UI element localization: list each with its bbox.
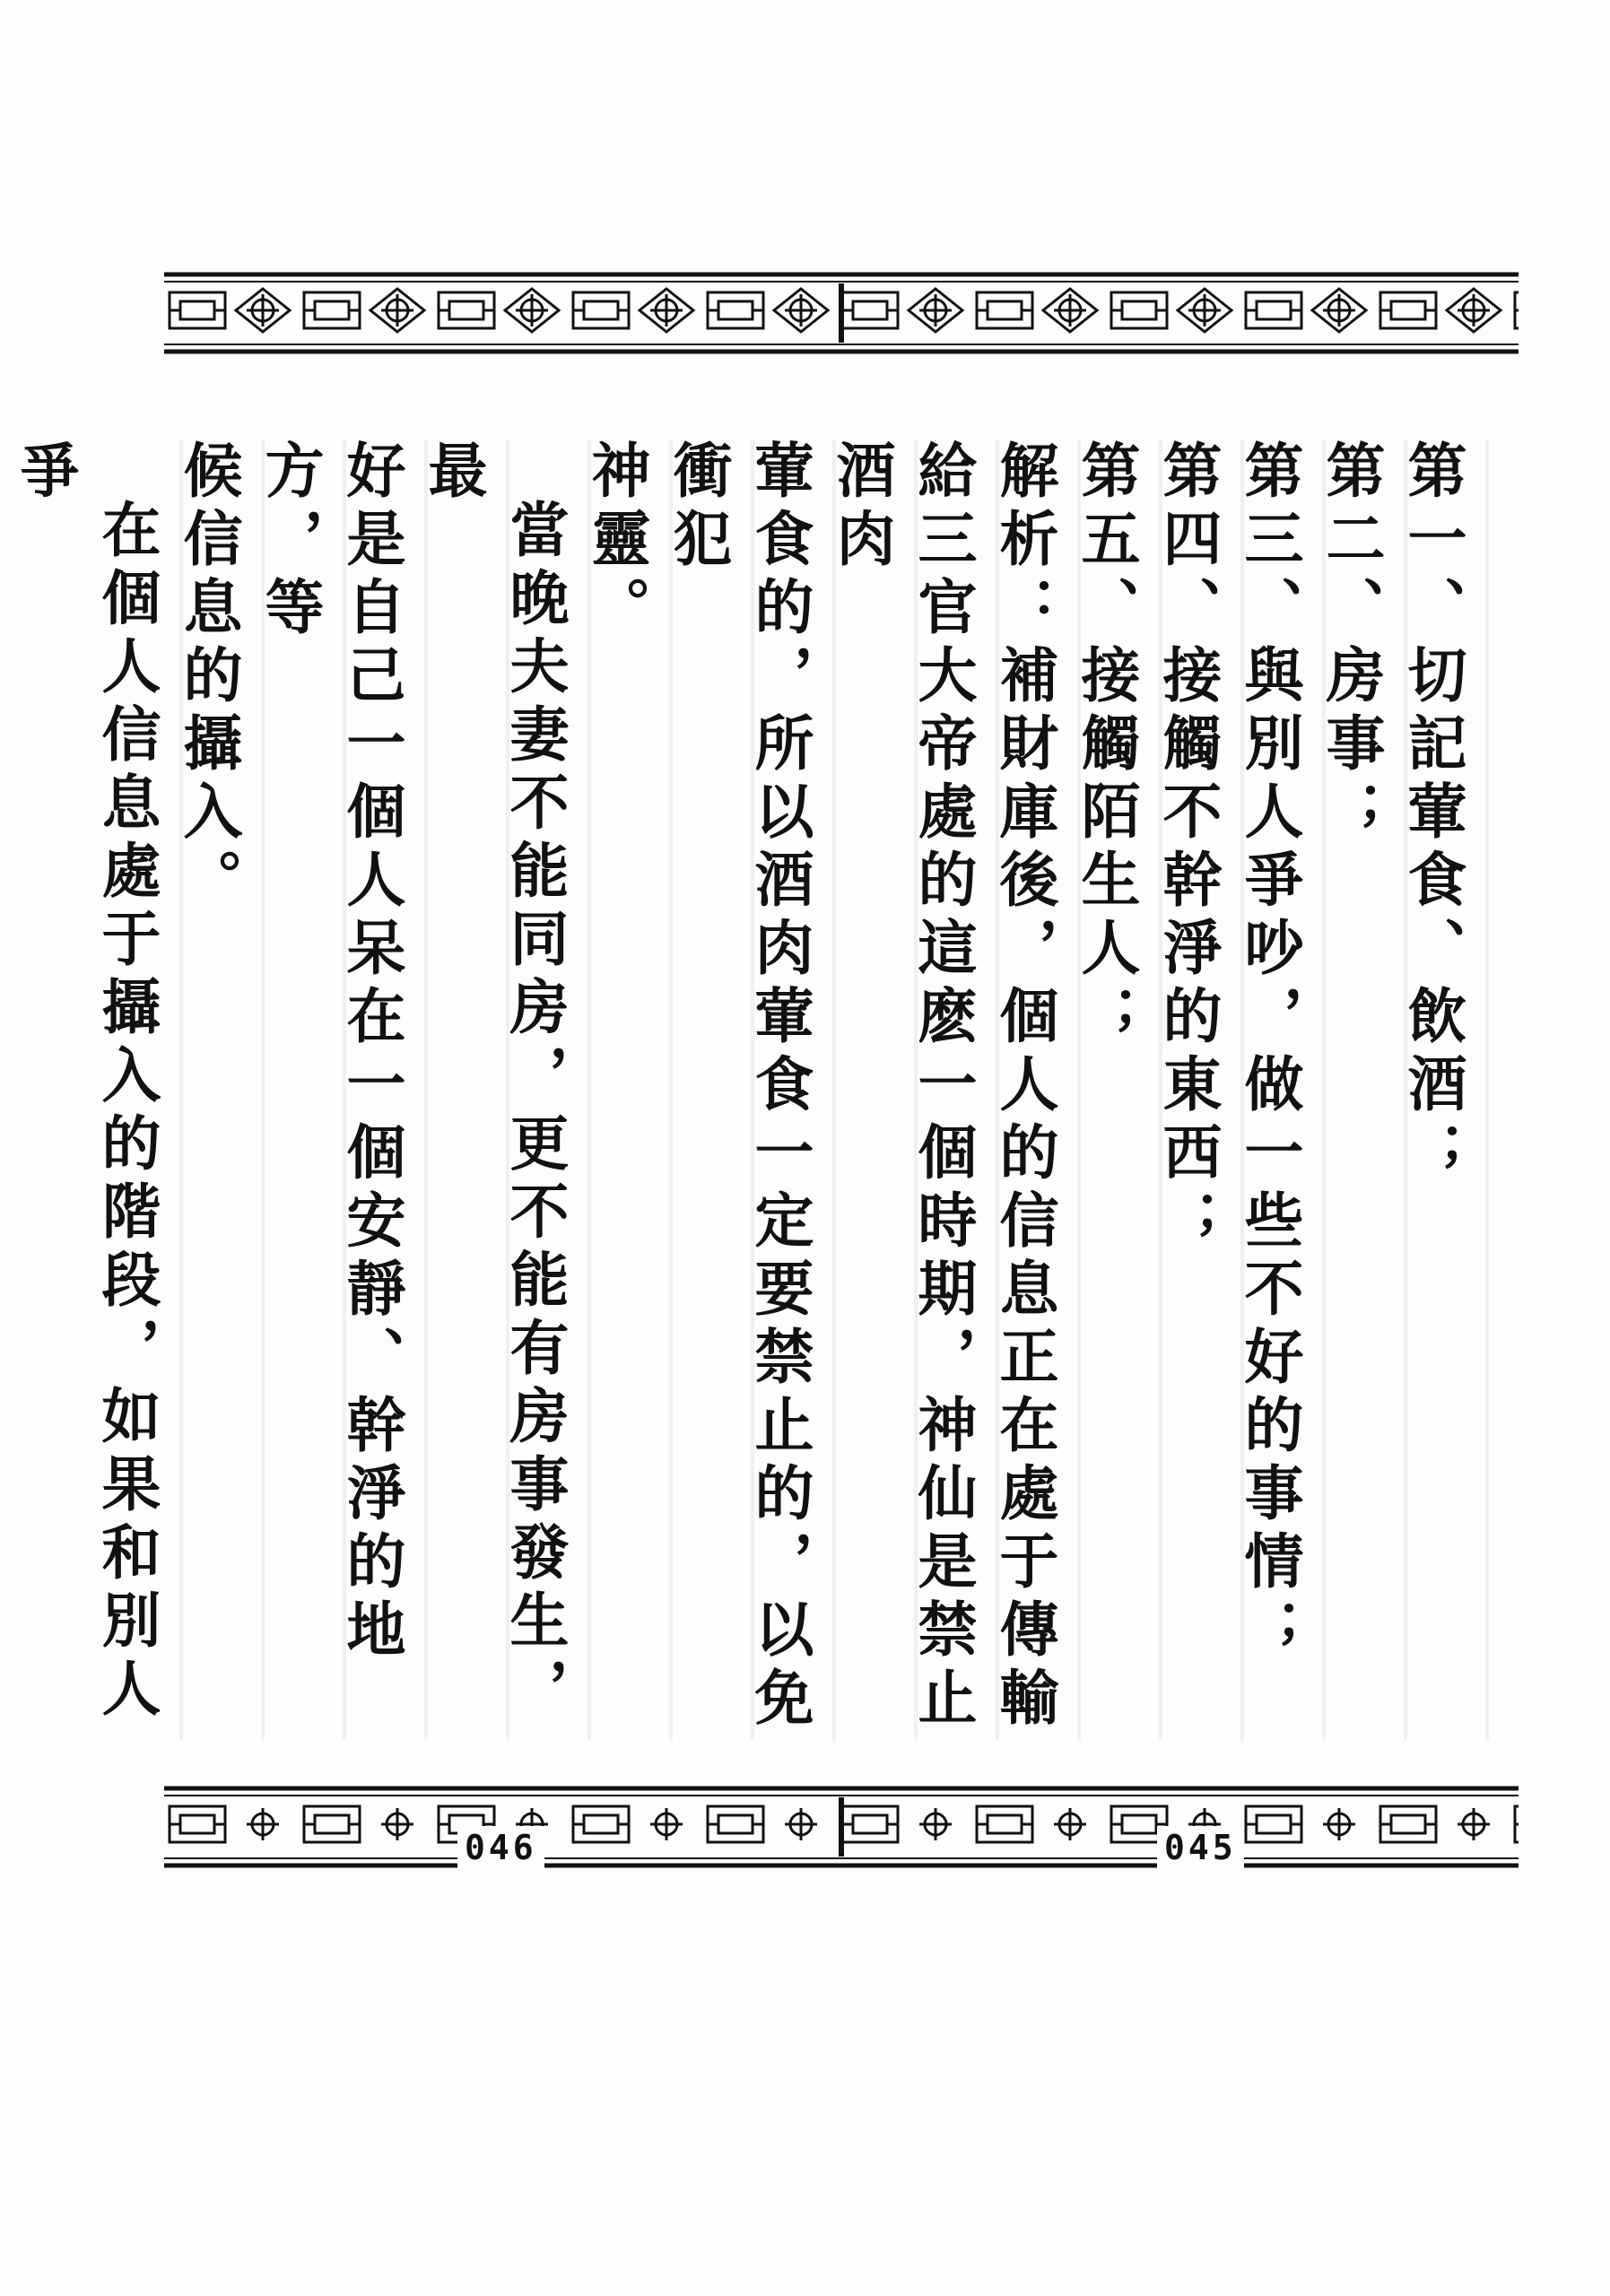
text-column: 候信息的攝入。	[173, 439, 243, 917]
bottom-decorative-border	[164, 1785, 1519, 1871]
vertical-text-body	[10, 439, 1473, 1758]
text-column: 解析：補財庫後，個人的信息正在處于傳輸	[989, 439, 1059, 1735]
text-column: 葷食的，所以酒肉葷食一定要禁止的，以免衝犯	[663, 439, 814, 1735]
text-column: 第四、接觸不幹淨的東西；	[1153, 439, 1223, 1257]
text-column: 第一、切記葷食、飲酒；	[1397, 439, 1467, 1189]
top-decorative-border	[164, 271, 1519, 357]
text-column: 在個人信息處于攝入的階段，如果和別人爭	[10, 439, 161, 1726]
page-number-right: 045	[1157, 1826, 1244, 1869]
text-column	[0, 439, 4, 1758]
text-column: 好是自己一個人呆在一個安靜、幹淨的地方，等	[255, 439, 406, 1666]
text-column: 第二、房事；	[1316, 439, 1386, 848]
text-column: 給三官大帝處的這麽一個時期，神仙是禁止酒肉	[826, 439, 978, 1735]
page-number-left: 046	[457, 1826, 544, 1869]
text-column: 第五、接觸陌生人；	[1071, 439, 1141, 1053]
text-column: 第三、與別人爭吵，做一些不好的事情；	[1234, 439, 1304, 1666]
text-column: 當晚夫妻不能同房，更不能有房事發生，最	[418, 439, 570, 1726]
text-column: 神靈。	[581, 439, 651, 644]
